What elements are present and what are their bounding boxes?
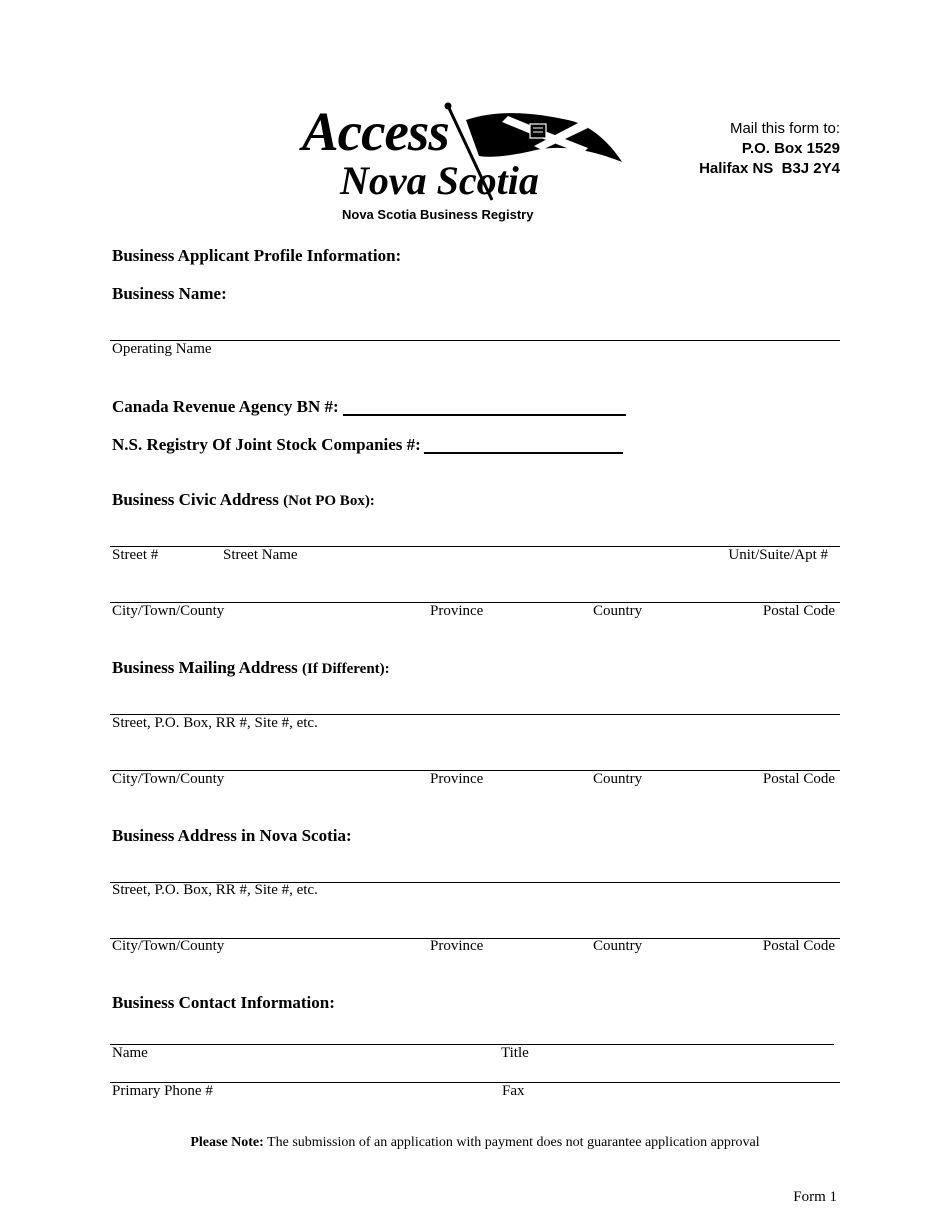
mailing-street-field[interactable] [112,690,840,714]
mail-to-label: Mail this form to: [729,120,840,137]
ns-country-label: Country [593,938,643,954]
ns-city-field[interactable] [112,914,840,938]
logo-word-access: Access [302,101,449,162]
mailing-postal-label: Postal Code [762,771,835,787]
ns-postal-label: Postal Code [762,938,835,954]
mailing-country-label: Country [593,771,643,787]
joint-stock-field[interactable] [424,434,623,452]
contact-phone-field[interactable] [112,1064,492,1082]
contact-fax-field[interactable] [500,1064,840,1082]
mailing-address-title [112,658,390,678]
business-name-label: Business Name: [112,284,227,303]
joint-stock-line [424,452,623,454]
mail-to-block [640,119,840,179]
mailing-address-title-text: Business Mailing Address [112,658,298,677]
contact-title-field[interactable] [500,1021,832,1044]
civic-unit-label: Unit/Suite/Apt # [728,547,828,563]
contact-phone-line [110,1082,840,1083]
ns-street-field[interactable] [112,858,840,882]
logo-word-nova-scotia: Nova Scotia [340,158,539,203]
mailing-address-title-sub: (If Different): [302,661,390,677]
civic-street-name-label: Street Name [223,547,298,563]
mailing-city-label: City/Town/County [112,771,225,787]
operating-name-field[interactable] [112,315,840,340]
ns-street-label: Street, P.O. Box, RR #, Site #, etc. [112,882,318,898]
civic-address-title-text: Business Civic Address [112,490,279,509]
ns-address-title: Business Address in Nova Scotia: [112,826,352,845]
approval-note-text: The submission of an application with payment does not guarantee application approval [263,1135,760,1150]
civic-city-label: City/Town/County [112,603,225,619]
operating-name-label: Operating Name [112,341,212,357]
mailing-province-label: Province [430,771,484,787]
contact-title: Business Contact Information: [112,993,335,1012]
cra-bn-line [343,414,626,416]
mail-to-city: Halifax NS B3J 2Y4 [699,160,840,177]
civic-postal-label: Postal Code [762,603,835,619]
civic-address-title [112,490,375,510]
contact-title-label: Title [501,1045,529,1061]
contact-fax-label: Fax [502,1083,525,1099]
civic-city-field[interactable] [112,578,840,602]
contact-name-label: Name [112,1045,148,1061]
approval-note [0,1135,950,1151]
ns-province-label: Province [430,938,484,954]
form-id: Form 1 [793,1189,837,1205]
logo-tagline: Nova Scotia Business Registry [342,207,534,222]
contact-name-field[interactable] [112,1021,492,1044]
civic-street-field[interactable] [112,522,840,546]
mail-to-box: P.O. Box 1529 [741,140,840,157]
contact-name-line [110,1044,834,1045]
civic-country-label: Country [593,603,643,619]
civic-street-no-label: Street # [112,547,159,563]
cra-bn-label: Canada Revenue Agency BN #: [112,397,339,416]
ns-city-label: City/Town/County [112,938,225,954]
civic-address-title-sub: (Not PO Box): [283,493,375,509]
operating-name-line [110,340,840,341]
mailing-street-label: Street, P.O. Box, RR #, Site #, etc. [112,715,318,731]
mailing-city-field[interactable] [112,746,840,770]
cra-bn-field[interactable] [343,396,626,414]
profile-title: Business Applicant Profile Information: [112,246,402,265]
joint-stock-label: N.S. Registry Of Joint Stock Companies #: [112,435,421,454]
civic-province-label: Province [430,603,484,619]
contact-phone-label: Primary Phone # [112,1083,213,1099]
approval-note-bold: Please Note: [190,1135,264,1150]
logo [296,100,628,226]
